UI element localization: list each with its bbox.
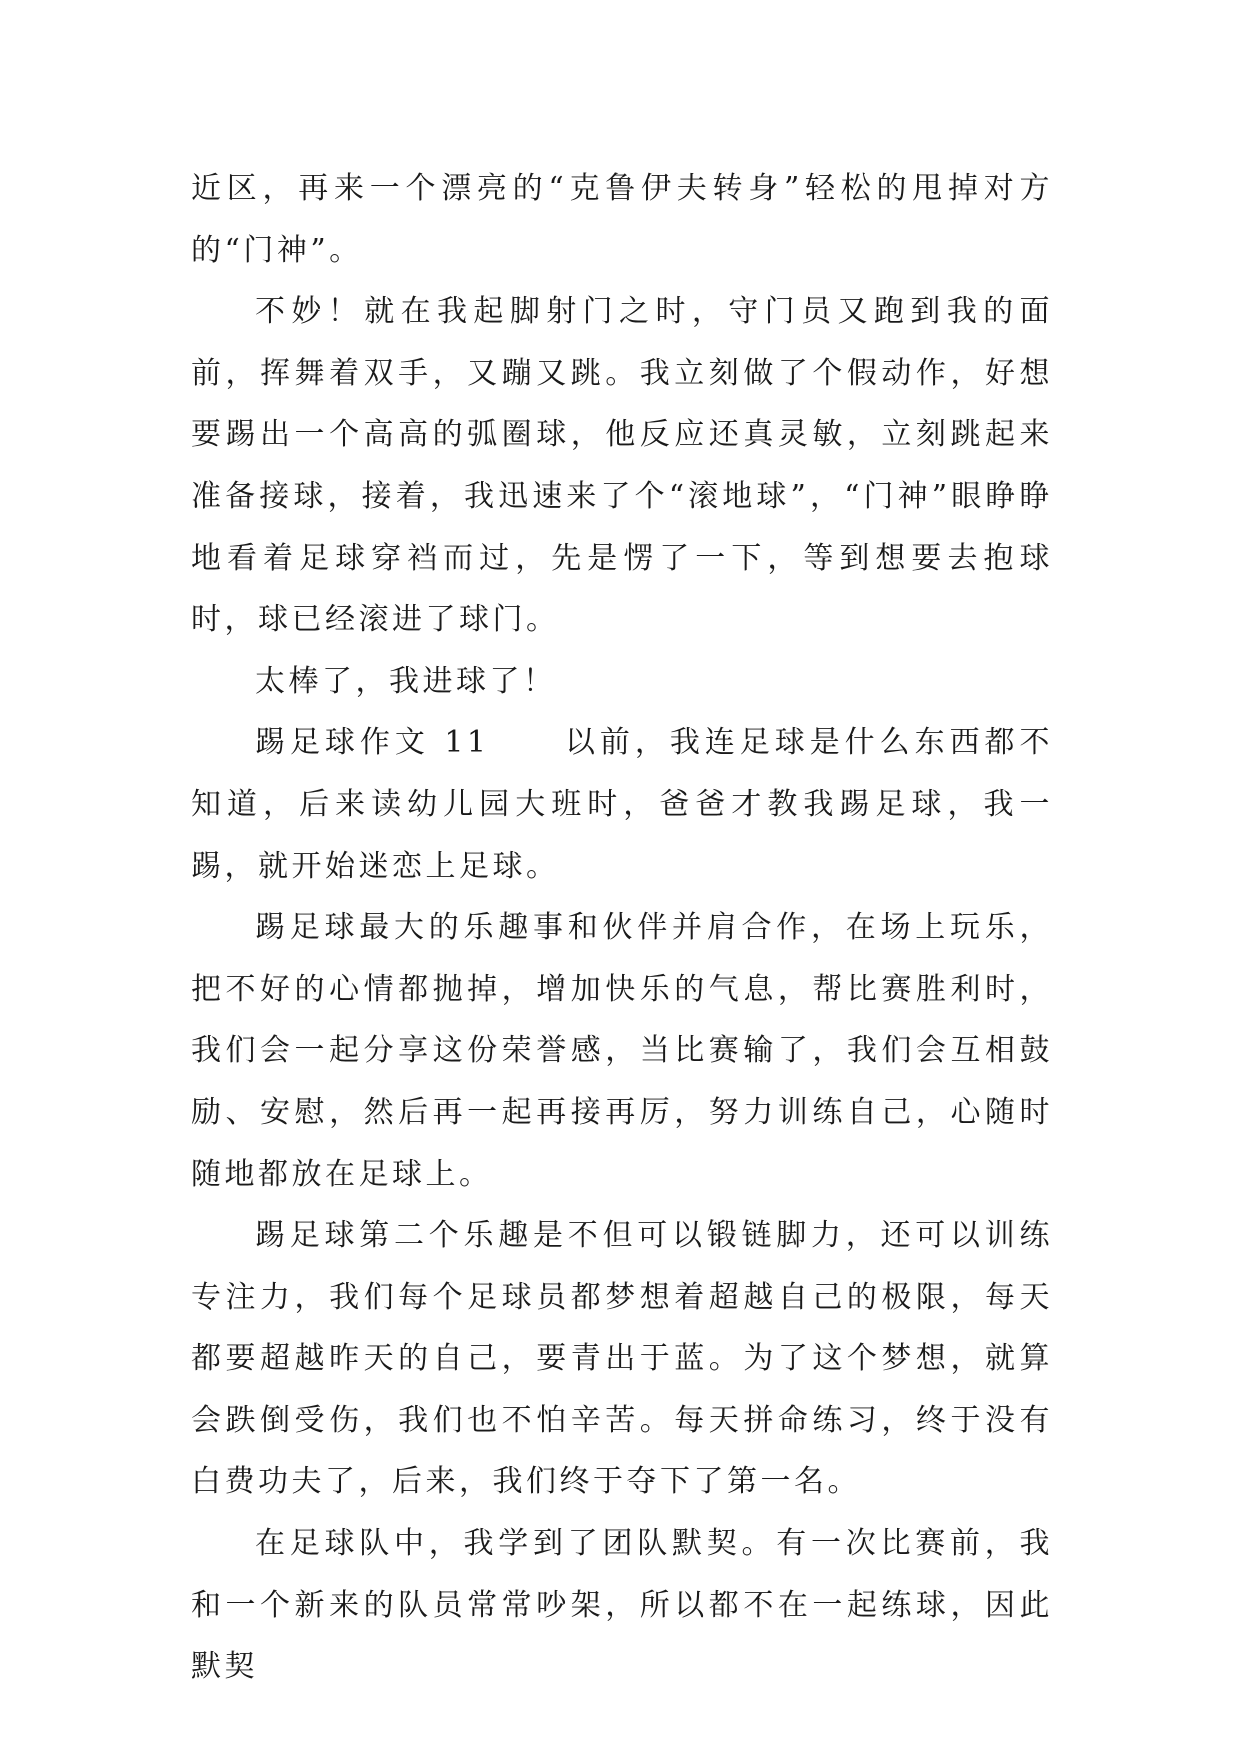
- paragraph-5: 踢足球最大的乐趣事和伙伴并肩合作，在场上玩乐，把不好的心情都抛掉，增加快乐的气息，帮比赛胜利时，我们会一起分享这份荣誉感，当比赛输了，我们会互相鼓励、安慰，然后再一起再接再厉，努力训练自己，心随时随地都放在足球上。: [191, 910, 1053, 1192]
- paragraph-3: 太棒了，我进球了！: [255, 663, 557, 699]
- paragraph-4: [191, 712, 1053, 897]
- document-body: [191, 158, 1053, 1698]
- paragraph-1: 近区，再来一个漂亮的“克鲁伊夫转身”轻松的甩掉对方的“门神”。: [191, 171, 1053, 268]
- paragraph-4-text: 以前，我连足球是什么东西都不知道，后来读幼儿园大班时，爸爸才教我踢足球，我一踢，就开始迷恋上足球。: [191, 725, 1053, 884]
- paragraph-2: 不妙！就在我起脚射门之时，守门员又跑到我的面前，挥舞着双手，又蹦又跳。我立刻做了个假动作，好想要踢出一个高高的弧圈球，他反应还真灵敏，立刻跳起来准备接球，接着，我迅速来了个“滚地球”，“门神”眼睁睁地看着足球穿裆而过，先是愣了一下，等到想要去抱球时，球已经滚进了球门。: [191, 294, 1053, 638]
- paragraph-6: 踢足球第二个乐趣是不但可以锻链脚力，还可以训练专注力，我们每个足球员都梦想着超越自己的极限，每天都要超越昨天的自己，要青出于蓝。为了这个梦想，就算会跌倒受伤，我们也不怕辛苦。每天拼命练习，终于没有白费功夫了，后来，我们终于夺下了第一名。: [191, 1218, 1053, 1500]
- paragraph-7: 在足球队中，我学到了团队默契。有一次比赛前，我和一个新来的队员常常吵架，所以都不在一起练球，因此默契: [191, 1526, 1053, 1685]
- essay-heading: 踢足球作文 11: [255, 725, 490, 761]
